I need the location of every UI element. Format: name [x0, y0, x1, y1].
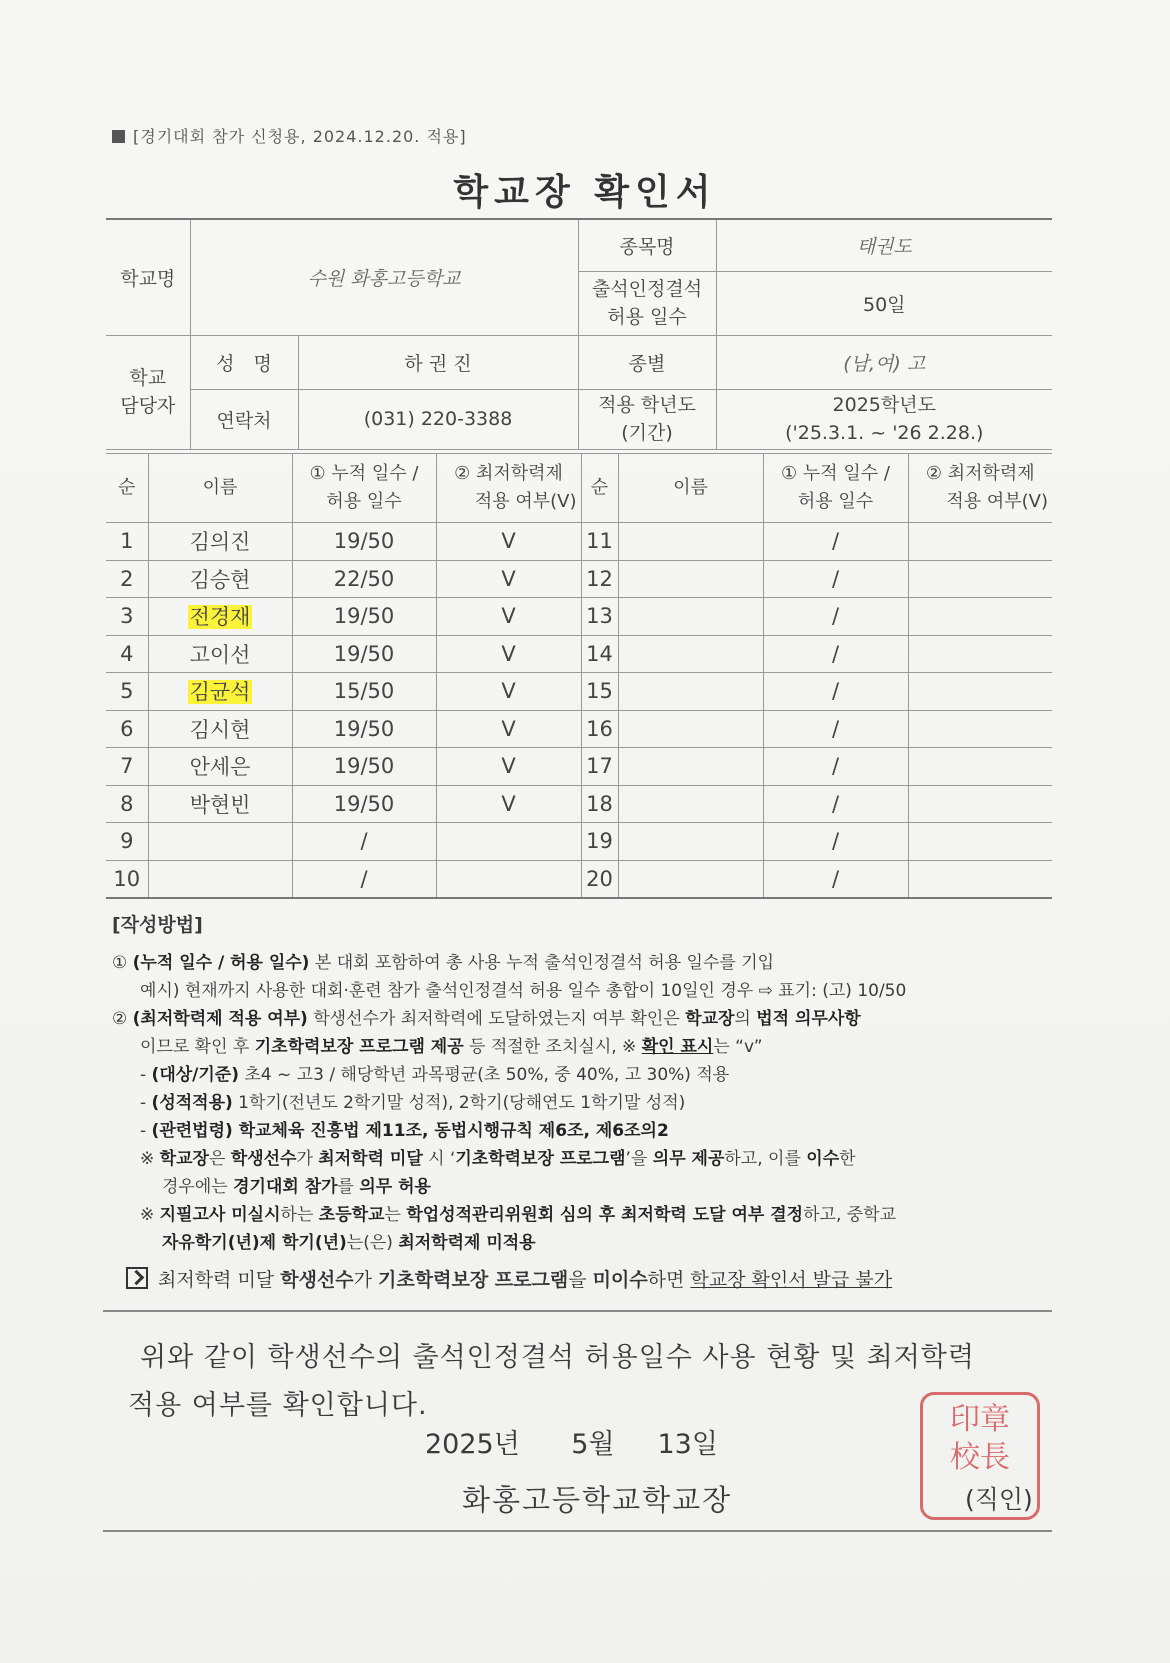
min-academic-check — [908, 785, 1052, 823]
row-number: 11 — [581, 523, 618, 561]
student-name — [148, 673, 292, 711]
instruction-term: 기초학력보장 프로그램 — [455, 1149, 626, 1169]
student-name: 김승현 — [148, 560, 292, 598]
instruction-text: 가 — [296, 1149, 319, 1169]
warning-text: 을 — [568, 1269, 593, 1291]
circled-two-icon: ② — [112, 1009, 133, 1029]
student-name — [148, 598, 292, 636]
instruction-text: 는 “v” — [713, 1037, 763, 1057]
event-value: 태권도 — [716, 219, 1052, 271]
min-academic-check: V — [436, 748, 581, 786]
highlighted-name: 전경재 — [189, 605, 251, 630]
highlighted-name: 김균석 — [189, 680, 251, 705]
instruction-term: (누적 일수 / 허용 일수) — [132, 953, 310, 973]
student-name — [618, 598, 763, 636]
instruction-line-3 — [112, 1005, 1052, 1033]
student-name: 고이선 — [148, 635, 292, 673]
row-number: 4 — [106, 635, 148, 673]
manager-label-line1: 학교 — [129, 367, 167, 389]
instruction-text: 경우에는 — [162, 1177, 234, 1197]
instruction-line-7 — [112, 1117, 1052, 1145]
date-month: 5월 — [571, 1429, 615, 1460]
row-number: 9 — [106, 823, 148, 861]
row-number: 20 — [581, 860, 618, 898]
row-number: 8 — [106, 785, 148, 823]
instruction-term: 학교장 — [159, 1149, 209, 1169]
min-academic-check — [908, 860, 1052, 898]
table-row — [106, 785, 1052, 823]
row-number: 19 — [581, 823, 618, 861]
min-academic-check — [908, 710, 1052, 748]
instruction-text: 는(은) — [346, 1233, 399, 1253]
table-row — [106, 523, 1052, 561]
instruction-text: ’을 — [625, 1149, 653, 1169]
min-academic-check: V — [436, 710, 581, 748]
absence-days: 15/50 — [292, 673, 436, 711]
min-academic-check — [908, 560, 1052, 598]
student-rows — [106, 523, 1052, 899]
header-check-right — [908, 454, 1052, 523]
seal-glyphs: 印章 — [950, 1402, 1010, 1437]
instruction-term: (최저학력제 적용 여부) — [132, 1009, 308, 1029]
row-number: 17 — [581, 748, 618, 786]
confirmation-statement — [128, 1334, 1040, 1430]
student-name: 김시현 — [148, 710, 292, 748]
list-header-row — [106, 454, 1052, 523]
instruction-term: 의무 제공 — [652, 1149, 725, 1169]
absence-days: / — [763, 635, 908, 673]
table-row — [106, 823, 1052, 861]
gender-label: 종별 — [578, 335, 716, 389]
instruction-line-11 — [112, 1229, 1052, 1257]
row-number: 5 — [106, 673, 148, 711]
year-value — [716, 389, 1052, 449]
header-days — [292, 454, 436, 523]
year-value-line1: 2025학년도 — [832, 394, 936, 416]
contact-value: (031) 220-3388 — [298, 389, 578, 449]
instruction-term: 의무 허용 — [359, 1177, 431, 1197]
instruction-text: 1학기(전년도 2학기말 성적), 2학기(당해연도 1학기말 성적) — [232, 1093, 686, 1113]
table-row — [106, 673, 1052, 711]
absence-value: 50일 — [716, 271, 1052, 335]
header-days-line1: ① 누적 일수 / — [309, 463, 419, 484]
confirmation-line-1: 위와 같이 학생선수의 출석인정결석 허용일수 사용 현황 및 최저학력 — [140, 1342, 975, 1373]
min-academic-check — [436, 823, 581, 861]
student-name — [148, 860, 292, 898]
student-name — [618, 560, 763, 598]
header-name-right: 이름 — [618, 454, 763, 523]
table-row — [106, 635, 1052, 673]
min-academic-check: V — [436, 560, 581, 598]
absence-days: / — [763, 673, 908, 711]
date-day: 13일 — [657, 1429, 718, 1460]
row-number: 15 — [581, 673, 618, 711]
instruction-term: (성적적용) — [151, 1093, 233, 1113]
min-academic-check — [908, 523, 1052, 561]
reference-mark-icon: ※ — [140, 1205, 160, 1225]
gender-value: (남,여) 고 — [716, 335, 1052, 389]
header-days-right-line2: 허용 일수 — [797, 491, 874, 512]
instruction-text: 는 — [384, 1205, 407, 1225]
student-name — [148, 823, 292, 861]
instruction-text: 하고, 이를 — [724, 1149, 807, 1169]
instruction-term: 지필고사 미실시 — [159, 1205, 281, 1225]
warning-text: 최저학력 미달 — [158, 1269, 281, 1291]
row-number: 6 — [106, 710, 148, 748]
instruction-term: 학업성적관리위원회 심의 후 최저학력 도달 여부 결정 — [406, 1205, 804, 1225]
instruction-term: 이수 — [806, 1149, 840, 1169]
instruction-term: 학교장 — [685, 1009, 735, 1029]
warning-text: 가 — [353, 1269, 379, 1291]
row-number: 10 — [106, 860, 148, 898]
absence-days: 19/50 — [292, 523, 436, 561]
warning-term: 학교장 확인서 발급 불가 — [690, 1269, 893, 1291]
absence-days: / — [763, 860, 908, 898]
min-academic-check: V — [436, 598, 581, 636]
instruction-line-2: 예시) 현재까지 사용한 대회·훈련 참가 출석인정결석 허용 일수 총합이 10일인 경우 ⇨ 표기: (고) 10/50 — [140, 981, 907, 1001]
absence-days: / — [763, 523, 908, 561]
table-row — [106, 710, 1052, 748]
year-label-line1: 적용 학년도 — [598, 394, 696, 416]
min-academic-check — [908, 748, 1052, 786]
row-number: 2 — [106, 560, 148, 598]
header-days-right-line1: ① 누적 일수 / — [781, 463, 890, 484]
instruction-term: 법적 의무사항 — [756, 1009, 861, 1029]
absence-days: 19/50 — [292, 635, 436, 673]
manager-label — [106, 335, 190, 449]
year-label-line2: (기간) — [621, 422, 673, 444]
absence-days: / — [763, 560, 908, 598]
student-name — [618, 710, 763, 748]
square-bullet-icon — [112, 130, 125, 143]
min-academic-check — [908, 823, 1052, 861]
instruction-term: (대상/기준) — [151, 1065, 239, 1085]
instruction-text: 본 대회 포함하여 총 사용 누적 출석인정결석 허용 일수를 기입 — [309, 953, 775, 973]
instruction-text: 하는 — [280, 1205, 319, 1225]
instruction-line-8 — [112, 1145, 1052, 1173]
student-name — [618, 785, 763, 823]
instruction-term: 확인 표시 — [641, 1037, 714, 1057]
student-name: 김의진 — [148, 523, 292, 561]
dash-bullet: - — [140, 1093, 152, 1113]
min-academic-check — [908, 673, 1052, 711]
date-year: 2025년 — [425, 1429, 520, 1460]
instruction-text: 등 적절한 조치실시, ※ — [463, 1037, 642, 1057]
header-check-line1: ② 최저학력제 — [454, 463, 563, 484]
header-name: 이름 — [148, 454, 292, 523]
min-academic-check: V — [436, 785, 581, 823]
instruction-text: 시 ‘ — [422, 1149, 456, 1169]
instruction-term: 최저학력제 미적용 — [398, 1233, 536, 1253]
instruction-line-10 — [112, 1201, 1052, 1229]
confirmation-line-2: 적용 여부를 확인합니다. — [128, 1390, 428, 1421]
seal-mark: (직인) — [965, 1485, 1033, 1514]
instruction-term: 기초학력보장 프로그램 제공 — [254, 1037, 464, 1057]
page-title: 학교장 확인서 — [453, 172, 717, 213]
instruction-term: (관련법령) 학교체육 진흥법 제11조, 동법시행규칙 제6조, 제6조의2 — [151, 1121, 669, 1141]
signer-name: 화홍고등학교학교장 — [462, 1483, 733, 1517]
absence-days: / — [763, 710, 908, 748]
school-label: 학교명 — [106, 219, 190, 335]
instruction-line-9 — [112, 1173, 1052, 1201]
student-name — [618, 523, 763, 561]
dash-bullet: - — [140, 1065, 152, 1085]
header-check — [436, 454, 581, 523]
warning-text: 하면 — [647, 1269, 691, 1291]
dash-bullet: - — [140, 1121, 152, 1141]
student-name — [618, 673, 763, 711]
header-check-line2: 적용 여부(V) — [474, 491, 577, 512]
divider — [103, 1310, 1052, 1312]
table-row — [106, 598, 1052, 636]
min-academic-check — [908, 635, 1052, 673]
min-academic-check: V — [436, 673, 581, 711]
absence-days: 19/50 — [292, 598, 436, 636]
header-no-right: 순 — [581, 454, 618, 523]
absence-days: / — [763, 785, 908, 823]
row-number: 12 — [581, 560, 618, 598]
header-check-right-line1: ② 최저학력제 — [925, 463, 1035, 484]
min-academic-check: V — [436, 635, 581, 673]
student-name — [618, 823, 763, 861]
row-number: 18 — [581, 785, 618, 823]
instruction-text: 이므로 확인 후 — [140, 1037, 255, 1057]
absence-days: / — [763, 598, 908, 636]
student-name — [618, 635, 763, 673]
year-label — [578, 389, 716, 449]
student-list-table — [106, 453, 1052, 899]
absence-label — [578, 271, 716, 335]
header-days-right — [763, 454, 908, 523]
table-row — [106, 748, 1052, 786]
absence-label-line2: 허용 일수 — [607, 306, 687, 328]
instruction-term: 최저학력 미달 — [318, 1149, 423, 1169]
instruction-term: 초등학교 — [318, 1205, 385, 1225]
arrow-box-icon — [126, 1267, 148, 1289]
instruction-term: 학생선수 — [230, 1149, 297, 1169]
instruction-term: 자유학기(년)제 학기(년) — [162, 1233, 347, 1253]
instructions-section — [112, 910, 1052, 1257]
warning-term: 미이수 — [592, 1269, 648, 1291]
table-row — [106, 860, 1052, 898]
instruction-text: 하고, 중학교 — [803, 1205, 897, 1225]
absence-days: / — [763, 748, 908, 786]
absence-days: 19/50 — [292, 748, 436, 786]
header-no: 순 — [106, 454, 148, 523]
event-label: 종목명 — [578, 219, 716, 271]
student-name: 안세은 — [148, 748, 292, 786]
manager-label-line2: 담당자 — [120, 395, 176, 417]
instruction-term: 경기대회 참가 — [233, 1177, 338, 1197]
min-academic-check — [436, 860, 581, 898]
instruction-text: 학생선수가 최저학력에 도달하였는지 여부 확인은 — [307, 1009, 686, 1029]
seal-glyphs: 校長 — [950, 1440, 1010, 1475]
instruction-line-4 — [112, 1033, 1052, 1061]
issue-date — [425, 1422, 718, 1461]
header-note — [112, 124, 467, 147]
instruction-text: 초4 ~ 고3 / 해당학년 과목평균(초 50%, 중 40%, 고 30%) 적용 — [238, 1065, 730, 1085]
student-name — [618, 860, 763, 898]
header-note-text: [경기대회 참가 신청용, 2024.12.20. 적용] — [133, 127, 467, 146]
name-value: 하 권 진 — [298, 335, 578, 389]
year-value-line2: ('25.3.1. ~ '26 2.28.) — [785, 422, 984, 444]
absence-days: 19/50 — [292, 785, 436, 823]
absence-days: / — [763, 823, 908, 861]
header-check-right-line2: 적용 여부(V) — [946, 491, 1048, 512]
warning-notice — [126, 1265, 892, 1292]
bottom-divider — [103, 1530, 1052, 1532]
circled-one-icon: ① — [112, 953, 133, 973]
row-number: 1 — [106, 523, 148, 561]
warning-term: 기초학력보장 프로그램 — [378, 1269, 569, 1291]
instruction-text: 은 — [208, 1149, 231, 1169]
row-number: 7 — [106, 748, 148, 786]
school-info-table — [106, 218, 1052, 450]
student-name: 박현빈 — [148, 785, 292, 823]
table-row — [106, 560, 1052, 598]
name-label: 성 명 — [190, 335, 298, 389]
absence-days: / — [292, 823, 436, 861]
header-days-line2: 허용 일수 — [326, 491, 402, 512]
contact-label: 연락처 — [190, 389, 298, 449]
row-number: 3 — [106, 598, 148, 636]
student-name — [618, 748, 763, 786]
row-number: 13 — [581, 598, 618, 636]
instruction-text: 한 — [839, 1149, 856, 1169]
instruction-text: 를 — [337, 1177, 360, 1197]
instructions-heading: [작성방법] — [112, 914, 203, 936]
min-academic-check: V — [436, 523, 581, 561]
min-academic-check — [908, 598, 1052, 636]
absence-days: 19/50 — [292, 710, 436, 748]
absence-days: / — [292, 860, 436, 898]
instruction-line-5 — [112, 1061, 1052, 1089]
warning-term: 학생선수 — [280, 1269, 354, 1291]
absence-days: 22/50 — [292, 560, 436, 598]
instruction-line-6 — [112, 1089, 1052, 1117]
instruction-text: 의 — [734, 1009, 757, 1029]
row-number: 14 — [581, 635, 618, 673]
reference-mark-icon: ※ — [140, 1149, 160, 1169]
absence-label-line1: 출석인정결석 — [591, 278, 703, 300]
school-name: 수원 화홍고등학교 — [190, 219, 578, 335]
row-number: 16 — [581, 710, 618, 748]
instruction-line-1 — [112, 949, 1052, 977]
